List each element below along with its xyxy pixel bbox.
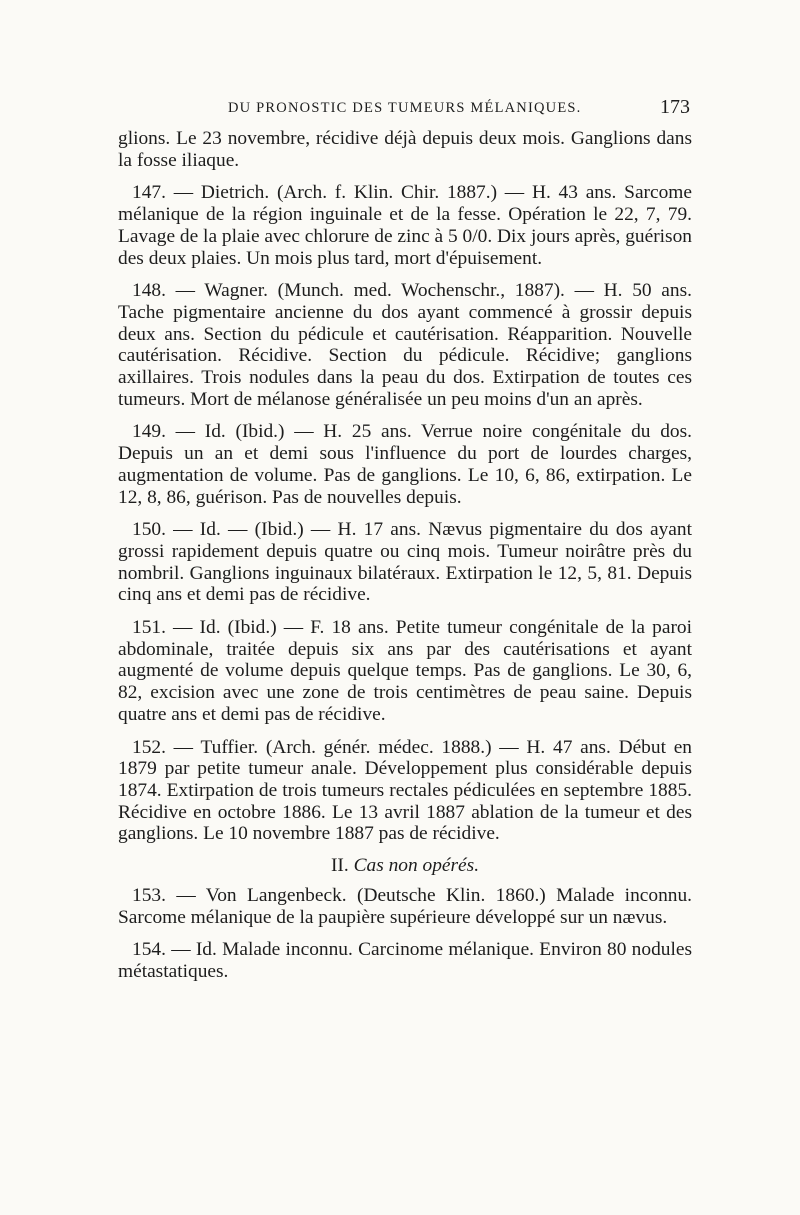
section-title: Cas non opérés. — [353, 855, 480, 877]
running-title: DU PRONOSTIC DES TUMEURS MÉLANIQUES. — [228, 100, 582, 116]
case-149: 149. — Id. (Ibid.) — H. 25 ans. Verrue noire congénitale du dos. Depuis un an et demi sous l'influence du port de lourdes charges, augmentation de volume. Pas de ganglions. Le 10, 6, 86, extirpation. Le 12, 8, 86, guérison. Pas de nouvelles depuis. — [118, 421, 692, 508]
page-header — [118, 96, 690, 124]
section-heading — [118, 855, 692, 877]
case-152: 152. — Tuffier. (Arch. génér. médec. 1888.) — H. 47 ans. Début en 1879 par petite tumeur anale. Développement plus considérable depuis 1874. Extirpation de trois tumeurs rectales pédiculées en septembre 1885. Récidive en octobre 1886. Le 13 avril 1887 ablation de la tumeur et des ganglions. Le 10 novembre 1887 pas de récidive. — [118, 736, 692, 845]
case-148: 148. — Wagner. (Munch. med. Wochenschr., 1887). — H. 50 ans. Tache pigmentaire ancienne du dos ayant commencé à grossir depuis deux ans. Section du pédicule et cautérisation. Réapparition. Nouvelle cautérisation. Récidive. Section du pédicule. Récidive; ganglions axillaires. Trois nodules dans la peau du dos. Extirpation de toutes ces tumeurs. Mort de mélanose généralisée un peu moins d'un an après. — [118, 280, 692, 410]
section-number: II. — [330, 855, 349, 877]
page-body — [118, 128, 692, 983]
case-150: 150. — Id. — (Ibid.) — H. 17 ans. Nævus pigmentaire du dos ayant grossi rapidement depuis quatre ou cinq mois. Tumeur noirâtre près du nombril. Ganglions inguinaux bilatéraux. Extirpation le 12, 5, 81. Depuis cinq ans et demi pas de récidive. — [118, 519, 692, 606]
page-number: 173 — [660, 96, 690, 118]
case-153: 153. — Von Langenbeck. (Deutsche Klin. 1860.) Malade inconnu. Sarcome mélanique de la paupière supérieure développé sur un nævus. — [118, 884, 692, 928]
case-154: 154. — Id. Malade inconnu. Carcinome mélanique. Environ 80 nodules métastatiques. — [118, 939, 692, 982]
paragraph-continuation: glions. Le 23 novembre, récidive déjà depuis deux mois. Ganglions dans la fosse iliaque. — [118, 128, 692, 171]
case-151: 151. — Id. (Ibid.) — F. 18 ans. Petite tumeur congénitale de la paroi abdominale, traitée depuis six ans par des cautérisations et ayant augmenté de volume depuis quelque temps. Pas de ganglions. Le 30, 6, 82, excision avec une zone de trois centimètres de peau saine. Depuis quatre ans et demi pas de récidive. — [118, 617, 692, 725]
case-147: 147. — Dietrich. (Arch. f. Klin. Chir. 1887.) — H. 43 ans. Sarcome mélanique de la région inguinale et de la fesse. Opération le 22, 7, 79. Lavage de la plaie avec chlorure de zinc à 5 0/0. Dix jours après, guérison des deux plaies. Un mois plus tard, mort d'épuisement. — [118, 182, 692, 269]
